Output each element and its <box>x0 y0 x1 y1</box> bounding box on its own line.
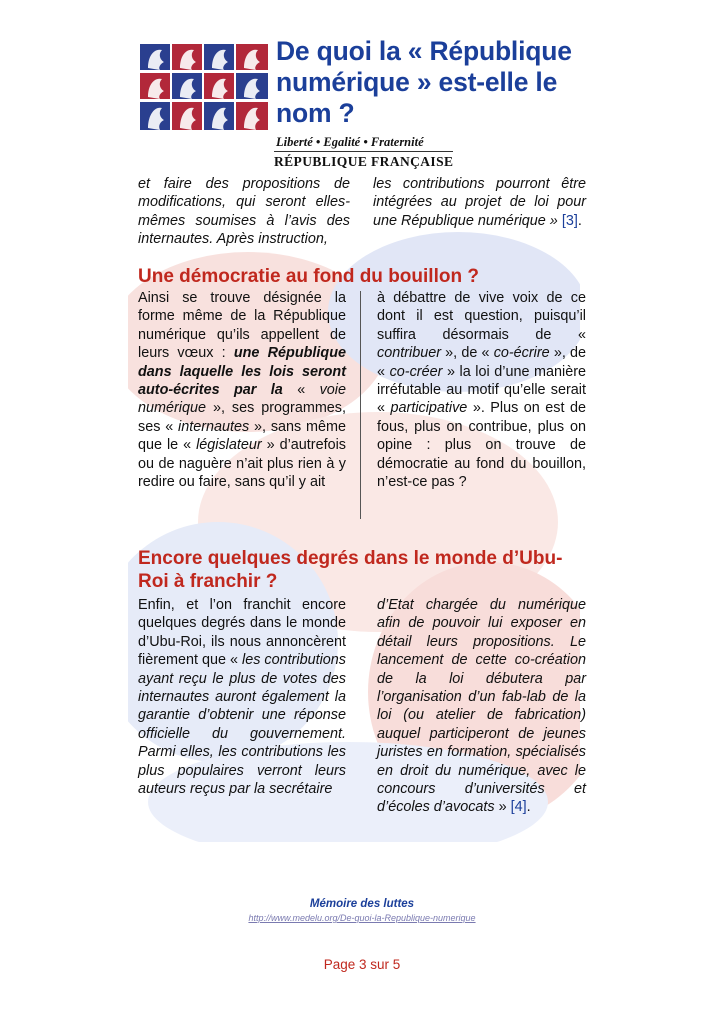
s1-left-it3: législateur <box>196 437 262 454</box>
s1-right-e: ». Plus on est de fous, plus on contribue, plus on opine : plus on trouve de démocratie au fond du bouillon, n’est-ce pas ? <box>377 400 587 491</box>
s1-left-bold: une République dans laquelle les lois seront auto-écrites par la <box>138 345 346 399</box>
intro-right-column <box>373 175 586 230</box>
s2-left-a: Enfin, et l’on franchit encore quelques degrés dans le monde d’Ubu-Roi, ils nous annoncèrent fièrement que « <box>138 597 346 669</box>
intro-right-text: les contributions pourront être intégrées au projet de loi pour une République numérique » <box>373 176 586 229</box>
s2-right-b: » <box>498 799 507 816</box>
s1-left-it2: internautes <box>178 418 250 435</box>
s1-left-b: « <box>297 382 306 399</box>
section1-left-paragraph <box>138 289 346 491</box>
s1-right-it1: contribuer <box>377 345 441 362</box>
intro-right-paragraph <box>373 175 586 230</box>
s1-right-it4: participative <box>390 400 468 417</box>
section2-heading: Encore quelques degrés dans le monde d’Ubu-Roi à franchir ? <box>138 548 563 592</box>
s1-left-e: » d’autrefois ou de naguère n’ait plus rien à y redire ou faire, sans qu’il y ait <box>138 437 346 491</box>
s1-right-a: à débattre de vive voix de ce dont il est question, puisqu’il suffira désormais de « <box>377 290 586 343</box>
s1-right-c: », de « <box>377 345 587 380</box>
s2-right-it: d’Etat chargée du numérique afin de pouvoir lui exposer en détail leurs propositions. Le lancement de cette co-création de la loi débutera par l’organisation d’un fab-lab de la loi (ou atelier de fabrication) auquel participeront de jeunes juristes en formation, spécialisés en droit du numérique, avec le concours d’universités et d’écoles d’avocats <box>377 597 586 816</box>
intro-right-end: . <box>577 212 582 229</box>
s1-left-a: Ainsi se trouve désignée la forme même de la République numérique qu’ils appellent de leurs vœux : <box>138 290 346 362</box>
footer-source-link[interactable]: http://www.medelu.org/De-quoi-la-Republique-numerique <box>248 913 476 923</box>
s1-right-it2: co-écrire <box>493 345 550 362</box>
section1-right-column <box>377 289 586 491</box>
page-number: Page 3 sur 5 <box>323 957 401 972</box>
s1-left-d: », sans même que le « <box>138 418 347 454</box>
footnote-ref-3[interactable]: [3] <box>561 212 578 229</box>
republique-logo <box>138 42 272 134</box>
s2-left-it: les contributions ayant reçu le plus de votes des internautes auront également la garantie d’obtenir une réponse officielle du gouvernement. Parmi elles, les contributions les plus populaires verront leurs auteurs reçus par la secrétaire <box>138 652 346 798</box>
column-divider <box>360 291 361 519</box>
section1-heading: Une démocratie au fond du bouillon ? <box>138 266 479 287</box>
intro-left-text: et faire des propositions de modifications, qui seront elles-mêmes soumises à l’avis des internautes. Après instruction, <box>138 176 350 248</box>
footer-site-name: Mémoire des luttes <box>309 898 415 910</box>
s1-right-b: », de « <box>445 345 490 362</box>
s1-left-it1: voie numérique <box>138 382 347 417</box>
section1-left-column <box>138 289 346 491</box>
section2-right-paragraph <box>377 596 586 817</box>
s1-left-c: », ses programmes, ses « <box>138 400 347 435</box>
motto: Liberté • Egalité • Fraternité <box>276 135 424 149</box>
intro-left-column <box>138 175 350 249</box>
s2-right-end: . <box>526 799 531 816</box>
republique-francaise-label: RÉPUBLIQUE FRANÇAISE <box>274 151 453 170</box>
footnote-ref-4[interactable]: [4] <box>510 799 527 816</box>
section2-right-column <box>377 596 586 817</box>
document-title: De quoi la « République numérique » est-elle le nom ? <box>276 36 572 128</box>
s1-right-it3: co-créer <box>389 363 443 380</box>
section1-right-paragraph <box>377 289 586 491</box>
section2-left-column <box>138 596 346 798</box>
section2-left-paragraph <box>138 596 346 798</box>
s1-right-d: » la loi d’une manière irréfutable au motif qu’elle serait « <box>377 363 587 417</box>
